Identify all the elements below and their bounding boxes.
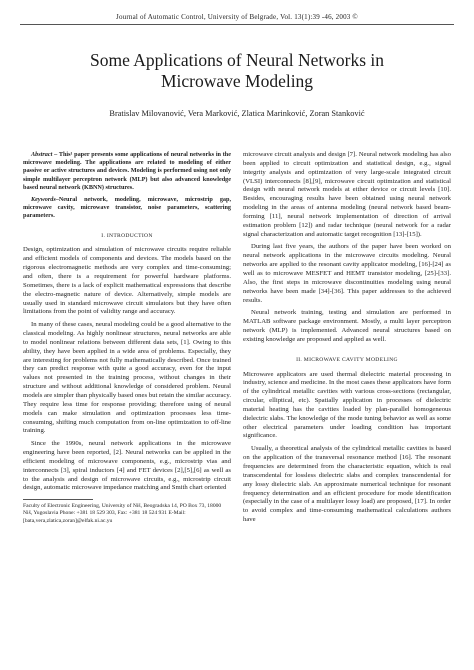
section-heading-introduction: I. INTRODUCTION — [101, 232, 153, 239]
cavity-paragraph-1: Microwave applicators are used thermal dielectric material processing in industry, science and medicine. In the most cases these applicators have form of the cylindrical metallic cavities with various cross-sections (rectangular, circular, elliptical, etc). Spatially application in processes of dielectric material heating has the cavities loaded by plan-parallel homogeneous dielectric slabs. The knowledge of the mode tuning behavior as well as some other electrical parameters under loading condition has important significance. — [243, 370, 451, 440]
body-paragraph-1: microwave circuit analysis and design [7]. Neural network modeling has also been applied to circuit optimization and statistical design, e.g., signal integrity analysis and optimization of very large-scale integrated circuit (VLSI) interconnects [8],[9], microwave circuit optimization and statistical design with neural network models at either device or circuit levels [10]. Besides, encouraging results have been obtained using neural network modeling in the areas of antenna modeling (neural network based beam-forming [11], neural network implementation of direction of arrival estimation problem [12]) and radar technique (neural network for a radar signal characterization and automatic target recognition [13]-[15]). — [243, 151, 451, 238]
cavity-paragraph-2: Usually, a theoretical analysis of the cylindrical metallic cavities is based on the application of the transversal resonance method [16]. The resonant frequencies are determined from the characteristic equation, which is real transcendental for lossless dielectric slabs and complex transcendental for any lossy dielectric slab. An approximate numerical technique for resonant frequency determination and an efficient procedure for mode identification (especially in the case of a multilayer lossy load) are proposed, [17]. In order to avoid complex and time-consuming mathematical calculations authors have — [243, 445, 451, 524]
title-line-2: Microwave Modeling — [160, 71, 314, 91]
intro-paragraph-3: Since the 1990s, neural network applications in the microwave engineering have been reported, [2]. Neural networks can be applied in the efficient modeling of microwave components, e.g., microstrip vias and interconnects [3], spiral inductors [4] and FET devices [2],[5],[6] as well as to the analysis and design of microwave circuits, e.g., microstrip circuit design, automatic microwave impedance matching and Smith chart oriented — [23, 440, 231, 492]
body-paragraph-3: Neural network training, testing and simulation are performed in MATLAB software package environment. Mostly, a multi layer perceptron network (MLP) is implemented. Advanced neural structures based on existing knowledge are proposed and applied as well. — [243, 309, 451, 343]
keywords — [23, 196, 231, 221]
journal-header: Journal of Automatic Control, University of Belgrade, Vol. 13(1):39 -46, 2003 © — [116, 13, 358, 21]
section-heading-cavity: II. MICROWAVE CAVITY MODELING — [296, 356, 398, 363]
right-column — [243, 151, 451, 529]
affiliation-footnote: Faculty of Electronic Engineering, University of Niš, Beogradska 14, PO Box 73, 18000 Niš, Yugoslavia Phone: +381 18 529 303, Fax: +381 18 524 931 E-Mail: [bata,vera,zlatica,zoran]@elfak.ni.ac.yu — [23, 503, 222, 524]
keywords-label: Keywords — [31, 196, 56, 204]
intro-paragraph-2: In many of these cases, neural modeling could be a good alternative to the classical modeling. As highly nonlinear structures, neural networks are able to model nonlinear relations between different data sets, [1]. Owing to this ability, they have been applied in a wide area of problems. Especially, they are interesting for problems not fully mathematically described. Once trained they can predict response with quite a good accuracy, even for the input values not presented in the training process, without changes in their structure and without additional knowledge of considered problem. Neural models are simpler than physically based ones but retain the similar accuracy. They require less time for response providing; therefore using of neural models can make simulation and optimization processes less time-consuming, shifting much computation from on-line optimization to off-line training. — [23, 321, 231, 435]
intro-paragraph-1: Design, optimization and simulation of microwave circuits require reliable and efficient models of components and devices. The models based on the rigorous electromagnetic methods are very complex and time-consuming; and often, there is a requirement for powerful hardware platforms. Sometimes, there is a lack of explicit mathematical expressions that describe the electro-magnetic nature of device. Alternatively, simple models are usually used in standard microwave circuit simulators but they have often limitations from the point of validity range and accuracy. — [23, 246, 231, 316]
title-line-1: Some Applications of Neural Networks in — [89, 50, 385, 70]
abstract — [23, 151, 231, 192]
author-list: Bratislav Milovanović, Vera Marković, Zlatica Marinković, Zoran Stanković — [109, 109, 365, 118]
header-rule — [20, 24, 454, 25]
left-column — [23, 151, 231, 525]
keywords-text: –Neural network, modeling, microwave, microstrip gap, microwave cavity, microwave transistor, noise parameters, scattering parameters. — [23, 196, 231, 220]
abstract-label: Abstract — [31, 151, 53, 158]
footnote-rule — [23, 499, 93, 500]
body-paragraph-2: During last five years, the authors of the paper have been worked on neural network applications in the microwave circuits modeling. Neural networks are applied to the resonant cavity applicator modeling, [16]-[24] as well as to microwave MESFET and HEMT transistor modeling, [25]-[33]. Also, the first steps in microwave discontinuities modeling using neural networks have been made [34]-[36]. This paper addresses to the achieved results. — [243, 243, 451, 304]
paper-title — [0, 50, 474, 92]
abstract-text: – This¹ paper presents some applications of neural networks in the microwave modeling. The applications are related to modeling of either passive or active structures and devices. Modeling is performed using not only simple multilayer perceptron network (MLP) but also advanced knowledge based neural network (KBNN) structures. — [23, 151, 231, 191]
